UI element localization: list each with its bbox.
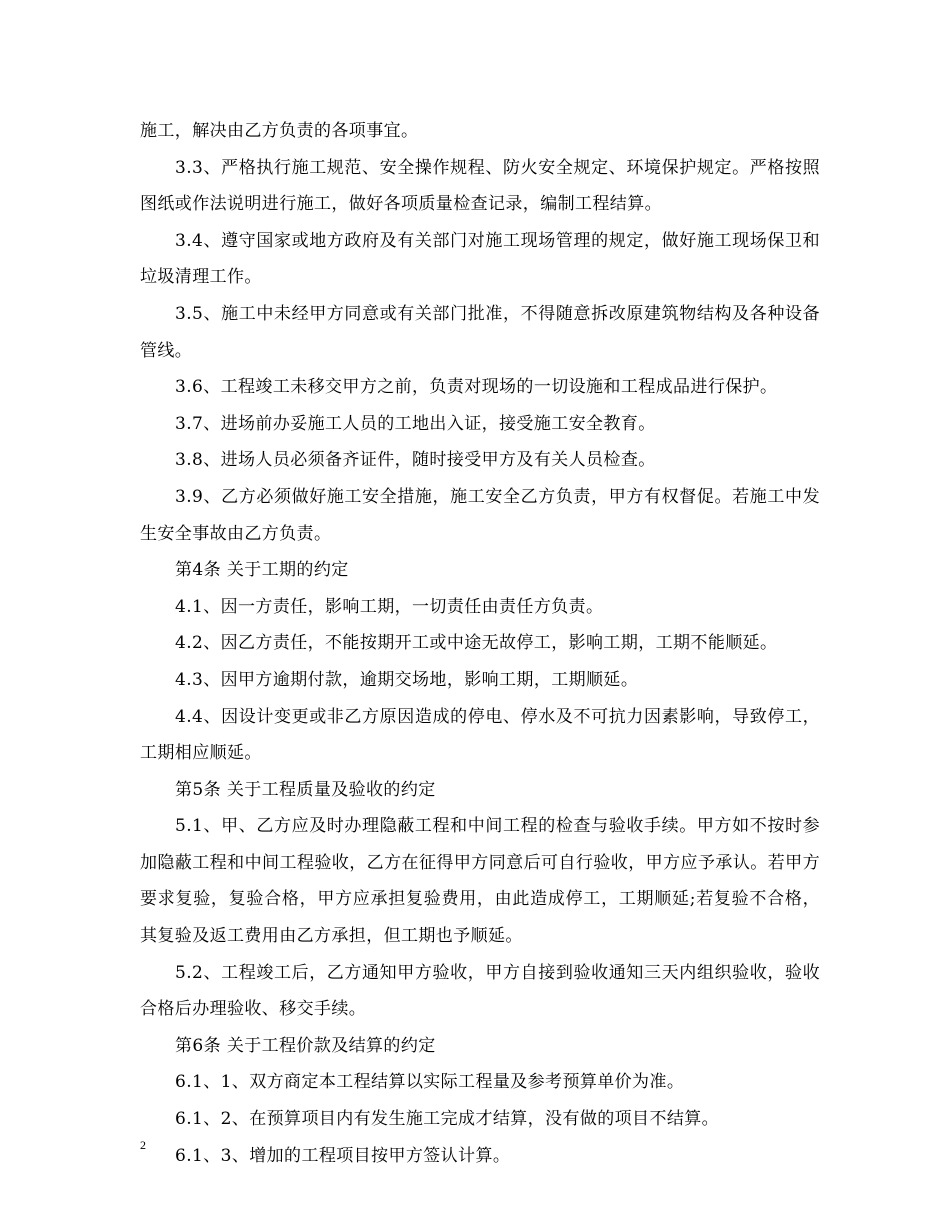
paragraph-5-2: 5.2、工程竣工后，乙方通知甲方验收，甲方自接到验收通知三天内组织验收，验收合格后办理验收、移交手续。 [140, 962, 820, 1020]
paragraph-3-5: 3.5、施工中未经甲方同意或有关部门批准，不得随意拆改原建筑物结构及各种设备管线。 [140, 303, 820, 361]
paragraph-3-7: 3.7、进场前办妥施工人员的工地出入证，接受施工安全教育。 [175, 413, 656, 434]
paragraph-6-1-3: 6.1、3、增加的工程项目按甲方签认计算。 [175, 1145, 511, 1166]
paragraph-4-1: 4.1、因一方责任，影响工期，一切责任由责任方负责。 [175, 596, 604, 617]
article-6-heading: 第6条 关于工程价款及结算的约定 [175, 1035, 436, 1056]
article-4-heading: 第4条 关于工期的约定 [175, 560, 349, 581]
paragraph-3-6: 3.6、工程竣工未移交甲方之前，负责对现场的一切设施和工程成品进行保护。 [175, 377, 778, 398]
page-number: 2 [140, 1138, 146, 1152]
paragraph-3-9: 3.9、乙方必须做好施工安全措施，施工安全乙方负责，甲方有权督促。若施工中发生安全事故由乙方负责。 [140, 486, 820, 544]
paragraph-4-3: 4.3、因甲方逾期付款，逾期交场地，影响工期，工期顺延。 [175, 669, 639, 690]
paragraph-4-4: 4.4、因设计变更或非乙方原因造成的停电、停水及不可抗力因素影响，导致停工，工期相应顺延。 [140, 706, 820, 764]
paragraph-3-3: 3.3、严格执行施工规范、安全操作规程、防火安全规定、环境保护规定。严格按照图纸或作法说明进行施工，做好各项质量检查记录，编制工程结算。 [140, 157, 820, 215]
document-body [140, 113, 820, 1174]
article-5-heading: 第5条 关于工程质量及验收的约定 [175, 779, 436, 800]
paragraph-continuation: 施工，解决由乙方负责的各项事宜。 [140, 121, 419, 141]
paragraph-3-8: 3.8、进场人员必须备齐证件，随时接受甲方及有关人员检查。 [175, 450, 656, 471]
paragraph-6-1-2: 6.1、2、在预算项目内有发生施工完成才结算，没有做的项目不结算。 [175, 1109, 720, 1130]
paragraph-5-1: 5.1、甲、乙方应及时办理隐蔽工程和中间工程的检查与验收手续。甲方如不按时参加隐蔽工程和中间工程验收，乙方在征得甲方同意后可自行验收，甲方应予承认。若甲方要求复验，复验合格，甲方应承担复验费用，由此造成停工，工期顺延;若复验不合格，其复验及返工费用由乙方承担，但工期也予顺延。 [140, 816, 820, 947]
paragraph-4-2: 4.2、因乙方责任，不能按期开工或中途无故停工，影响工期，工期不能顺延。 [175, 633, 778, 654]
paragraph-6-1-1: 6.1、1、双方商定本工程结算以实际工程量及参考预算单价为准。 [175, 1072, 685, 1093]
paragraph-3-4: 3.4、遵守国家或地方政府及有关部门对施工现场管理的规定，做好施工现场保卫和垃圾清理工作。 [140, 230, 820, 288]
